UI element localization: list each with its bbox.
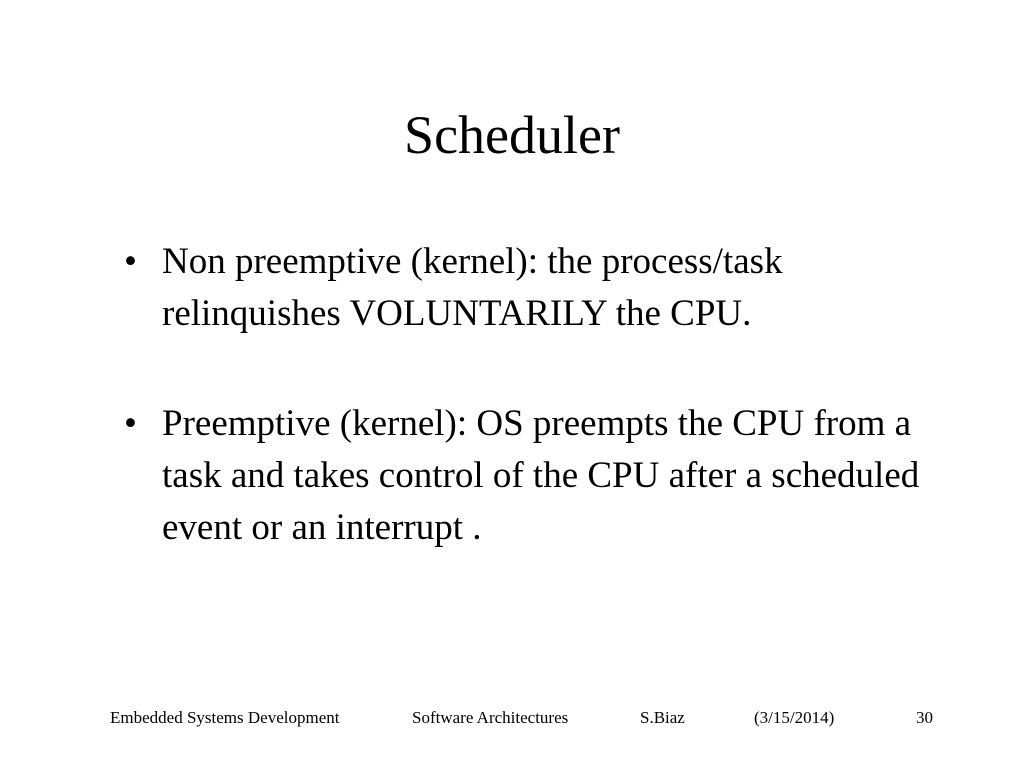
bullet-dot-icon: • xyxy=(124,403,137,444)
footer-topic: Software Architectures xyxy=(412,708,569,727)
footer-author: S.Biaz xyxy=(640,708,685,727)
bullet-text: Preemptive (kernel): OS preempts the CPU from a task and takes control of the CPU after a scheduled event or an interrupt . xyxy=(162,403,920,548)
slide-title: Scheduler xyxy=(404,105,620,165)
bullet-item-preemptive xyxy=(120,398,940,554)
bullet-dot-icon: • xyxy=(124,241,137,282)
bullet-list xyxy=(120,236,940,612)
slide-footer xyxy=(0,706,1024,730)
footer-course: Embedded Systems Development xyxy=(110,708,340,727)
bullet-item-non-preemptive xyxy=(120,236,940,340)
footer-date: (3/15/2014) xyxy=(754,708,835,727)
footer-page-number: 30 xyxy=(916,708,933,727)
bullet-text: Non preemptive (kernel): the process/task relinquishes VOLUNTARILY the CPU. xyxy=(162,241,783,334)
